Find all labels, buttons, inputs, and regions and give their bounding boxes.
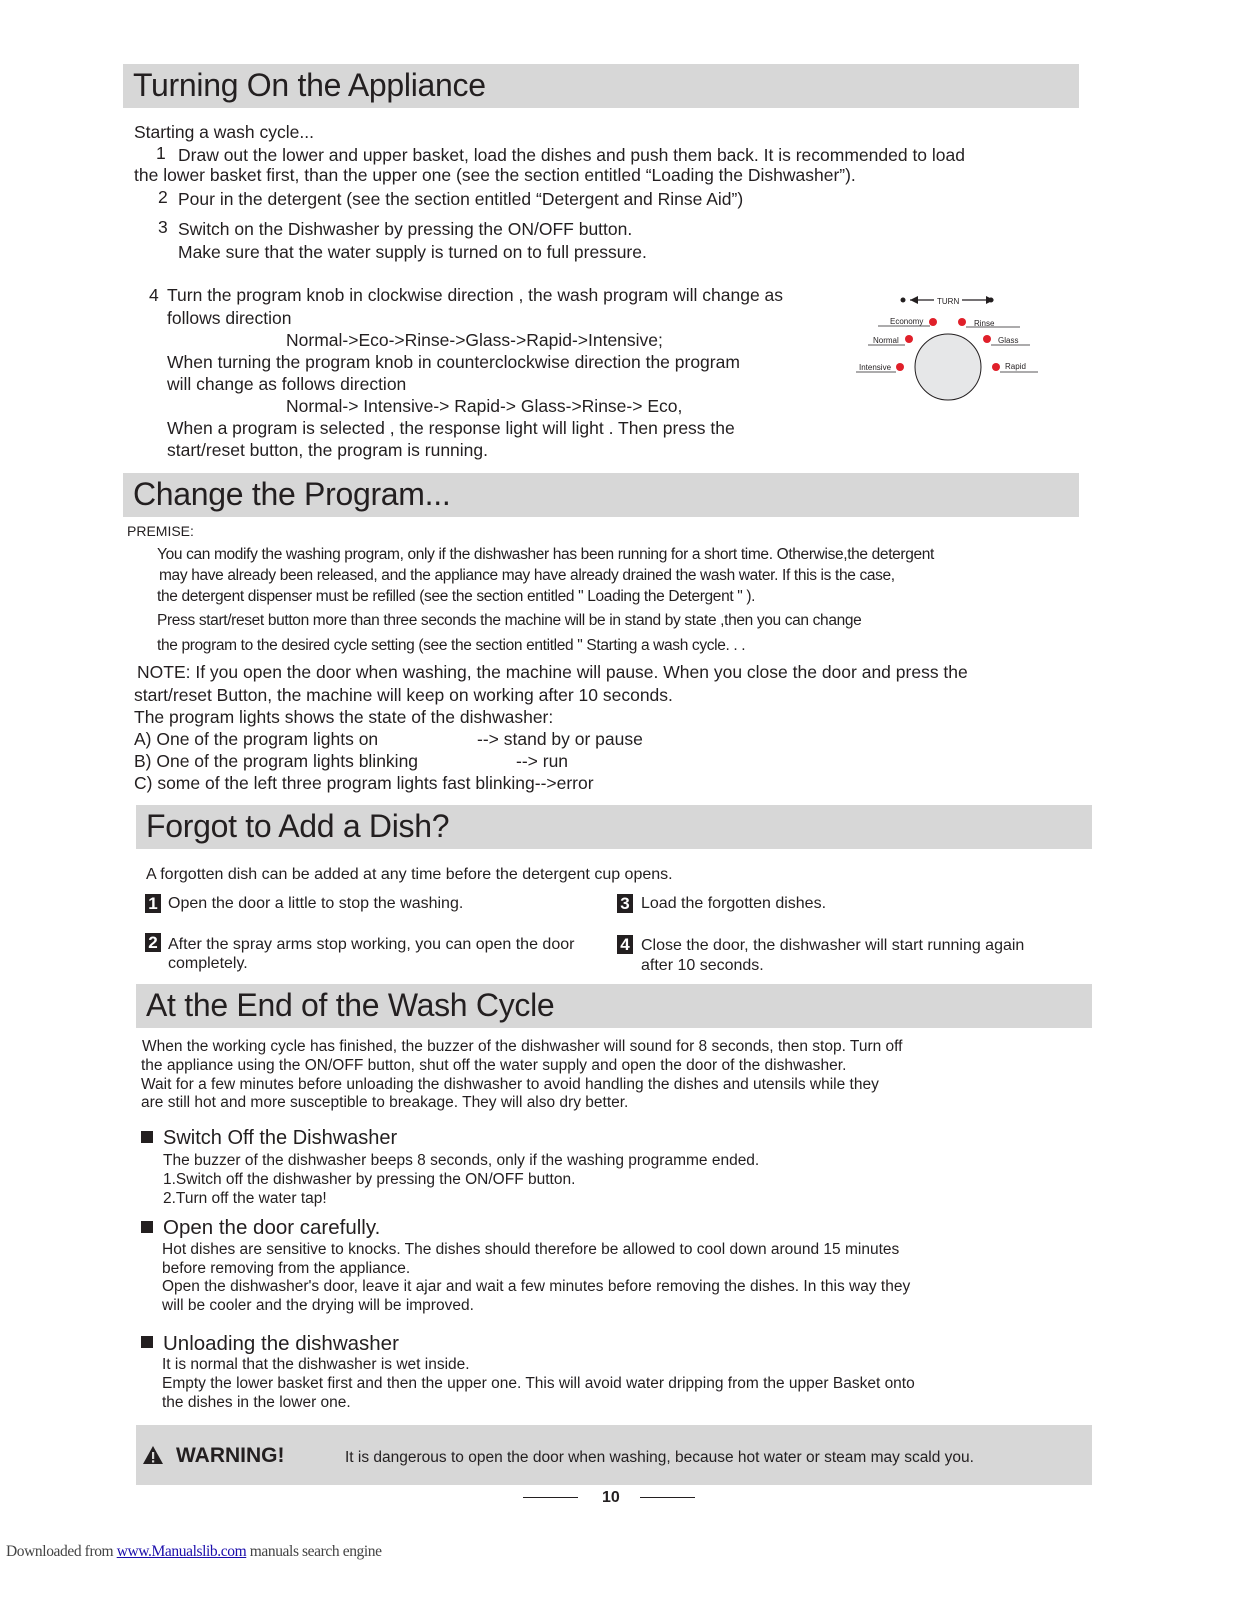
paragraph-text: It is normal that the dishwasher is wet inside. [162, 1356, 470, 1373]
program-sequence: Normal->Eco->Rinse->Glass->Rapid->Intensive; [286, 330, 663, 350]
step-text: Switch on the Dishwasher by pressing the ON/OFF button. [178, 219, 633, 239]
step-text: After the spray arms stop working, you can open the door [168, 936, 575, 953]
step-text: Open the door a little to stop the washing. [168, 895, 464, 912]
section-title: Forgot to Add a Dish? [146, 808, 450, 844]
step-text: follows direction [167, 308, 292, 328]
step-text: When turning the program knob in counterclockwise direction the program [167, 352, 740, 372]
step-number: 2 [158, 187, 168, 207]
arrow-left-icon [910, 296, 918, 304]
step-text: When a program is selected , the response light will light . Then press the [167, 418, 735, 438]
premise-label: PREMISE: [127, 523, 194, 539]
step-number: 4 [149, 285, 159, 305]
footer-prefix: Downloaded from [6, 1543, 117, 1560]
knob-label-turn: TURN [937, 297, 960, 306]
section-header-change-program [123, 473, 1079, 517]
step-text: Turn the program knob in clockwise direction , the wash program will change as [167, 285, 784, 305]
note-text: start/reset Button, the machine will keep on working after 10 seconds. [134, 685, 673, 705]
program-knob [915, 334, 981, 400]
warning-label: WARNING! [176, 1444, 285, 1467]
paragraph-text: 1.Switch off the dishwasher by pressing the ON/OFF button. [163, 1171, 576, 1188]
paragraph-text: Hot dishes are sensitive to knocks. The dishes should therefore be allowed to cool down around 15 minutes [162, 1241, 900, 1258]
step-number: 1 [156, 143, 166, 163]
program-light-normal [905, 335, 913, 343]
subsection-title: Switch Off the Dishwasher [163, 1127, 398, 1149]
download-footer [6, 1542, 382, 1562]
footer-suffix: manuals search engine [246, 1543, 382, 1560]
program-light-glass [983, 335, 991, 343]
knob-label-rinse: Rinse [974, 319, 995, 328]
step-text: Pour in the detergent (see the section entitled “Detergent and Rinse Aid”) [178, 189, 744, 209]
step-number-badge: 4 [617, 935, 633, 954]
warning-triangle-icon [142, 1445, 164, 1465]
lights-intro: The program lights shows the state of the dishwasher: [134, 707, 554, 727]
bullet-square-icon [141, 1221, 153, 1233]
light-state-label: B) One of the program lights blinking [134, 751, 419, 771]
paragraph-text: the dishes in the lower one. [162, 1394, 351, 1411]
bullet-square-icon [141, 1131, 153, 1143]
section-title: Change the Program... [133, 476, 451, 512]
section-header-turning-on [123, 64, 1079, 108]
light-state-label: A) One of the program lights on [134, 729, 379, 749]
subsection-title: Unloading the dishwasher [163, 1332, 399, 1355]
note-text: NOTE: If you open the door when washing, the machine will pause. When you close the door and press the [137, 662, 968, 682]
section-title: Turning On the Appliance [133, 67, 486, 103]
light-state-value: --> stand by or pause [477, 729, 643, 749]
paragraph-text: before removing from the appliance. [162, 1260, 411, 1277]
paragraph-text: will be cooler and the drying will be improved. [162, 1297, 474, 1314]
knob-label-rapid: Rapid [1005, 362, 1026, 371]
page-number: 10 [602, 1489, 620, 1506]
paragraph-text: The buzzer of the dishwasher beeps 8 seconds, only if the washing programme ended. [163, 1152, 760, 1169]
step-text: Draw out the lower and upper basket, load the dishes and push them back. It is recommended to load [178, 145, 965, 165]
program-knob-diagram [850, 288, 1050, 408]
program-light-intensive [896, 363, 904, 371]
program-light-economy [929, 318, 937, 326]
knob-label-economy: Economy [890, 317, 924, 326]
premise-text: may have already been released, and the appliance may have already drained the wash water. If this is the case, [159, 567, 895, 584]
paragraph-text: are still hot and more susceptible to breakage. They will also dry better. [141, 1094, 629, 1111]
step-number-badge: 3 [617, 894, 633, 913]
step-number-badge: 1 [145, 894, 161, 913]
dot-icon [901, 298, 906, 303]
intro-text: A forgotten dish can be added at any time before the detergent cup opens. [146, 866, 673, 883]
premise-text: the detergent dispenser must be refilled (see the section entitled " Loading the Detergent " ). [157, 588, 756, 605]
step-number-badge: 2 [145, 933, 161, 952]
warning-box [136, 1425, 1092, 1485]
step-text: Make sure that the water supply is turned on to full pressure. [178, 242, 647, 262]
paragraph-text: Open the dishwasher's door, leave it ajar and wait a few minutes before removing the dishes. In this way they [162, 1278, 911, 1295]
knob-label-normal: Normal [873, 336, 899, 345]
intro-text: Starting a wash cycle... [134, 122, 314, 142]
step-text: Load the forgotten dishes. [641, 895, 827, 912]
premise-text: Press start/reset button more than three seconds the machine will be in stand by state ,then you can change [157, 612, 862, 629]
step-text: will change as follows direction [167, 374, 407, 394]
light-state-value: --> run [516, 751, 569, 771]
page-number-rule [523, 1497, 578, 1498]
program-light-rapid [992, 363, 1000, 371]
step-text: Close the door, the dishwasher will start running again [641, 937, 1025, 954]
bullet-square-icon [141, 1336, 153, 1348]
step-text: start/reset button, the program is running. [167, 440, 488, 460]
step-text: completely. [168, 955, 248, 972]
paragraph-text: When the working cycle has finished, the buzzer of the dishwasher will sound for 8 seconds, then stop. Turn off [142, 1038, 903, 1055]
paragraph-text: Wait for a few minutes before unloading the dishwasher to avoid handling the dishes and utensils while they [141, 1076, 879, 1093]
manualslib-link[interactable]: www.Manualslib.com [116, 1543, 247, 1560]
subsection-title: Open the door carefully. [163, 1216, 381, 1239]
page-number-rule [640, 1497, 695, 1498]
program-light-rinse [958, 318, 966, 326]
knob-label-glass: Glass [998, 336, 1019, 345]
section-header-forgot-dish [136, 805, 1092, 849]
premise-text: You can modify the washing program, only if the dishwasher has been running for a short time. Otherwise,the detergent [157, 546, 934, 563]
section-header-end-cycle [136, 984, 1092, 1028]
step-text: the lower basket first, than the upper one (see the section entitled “Loading the Dishwasher”). [134, 165, 856, 185]
section-title: At the End of the Wash Cycle [146, 987, 555, 1023]
step-text: after 10 seconds. [641, 957, 764, 974]
paragraph-text: 2.Turn off the water tap! [163, 1190, 327, 1207]
step-number: 3 [158, 217, 168, 237]
program-sequence: Normal-> Intensive-> Rapid-> Glass->Rinse-> Eco, [286, 396, 683, 416]
light-state-label: C) some of the left three program lights fast blinking-->error [134, 773, 594, 793]
paragraph-text: Empty the lower basket first and then the upper one. This will avoid water dripping from the upper Basket onto [162, 1375, 915, 1392]
paragraph-text: the appliance using the ON/OFF button, shut off the water supply and open the door of the dishwasher. [141, 1057, 847, 1074]
knob-label-intensive: Intensive [859, 363, 892, 372]
dot-icon [989, 298, 994, 303]
premise-text: the program to the desired cycle setting (see the section entitled " Starting a wash cycle. . . [157, 637, 746, 654]
warning-text: It is dangerous to open the door when washing, because hot water or steam may scald you. [345, 1449, 974, 1466]
